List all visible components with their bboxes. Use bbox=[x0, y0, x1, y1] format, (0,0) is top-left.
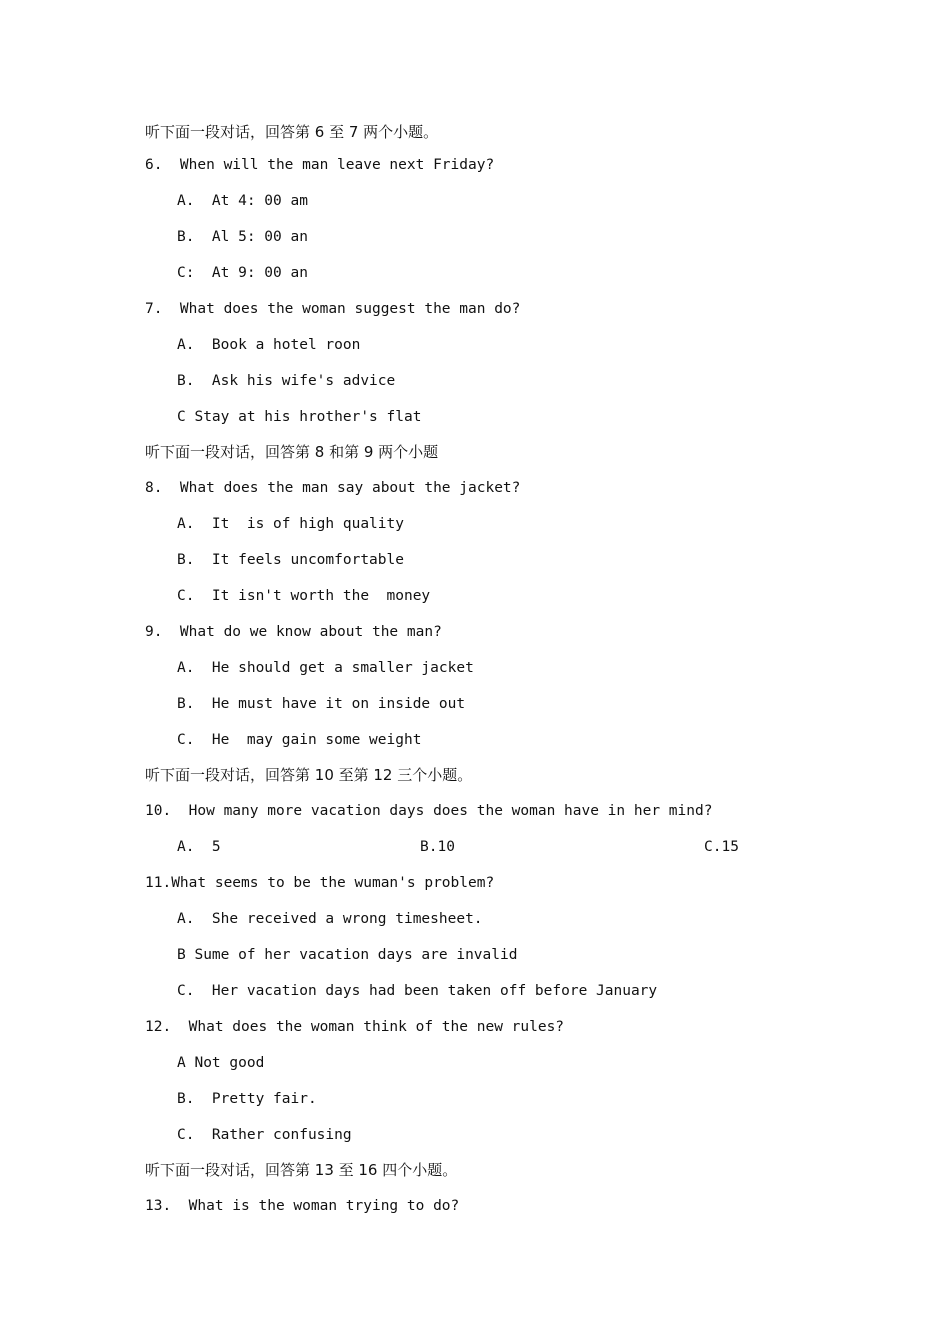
question-9-option-b: B. He must have it on inside out bbox=[177, 696, 466, 712]
question-8-option-b: B. It feels uncomfortable bbox=[177, 552, 404, 568]
question-13: 13. What is the woman trying to do? bbox=[145, 1198, 460, 1214]
section-instruction-13-16: 听下面一段对话，回答第 13 至 16 四个小题。 bbox=[145, 1161, 458, 1179]
question-12: 12. What does the woman think of the new rules? bbox=[145, 1019, 565, 1035]
question-10-option-c: C.15 bbox=[704, 839, 739, 855]
question-7-option-b: B. Ask his wife's advice bbox=[177, 373, 396, 389]
question-11: 11.What seems to be the wuman's problem? bbox=[145, 875, 495, 891]
question-9-option-a: A. He should get a smaller jacket bbox=[177, 660, 474, 676]
question-11-option-a: A. She received a wrong timesheet. bbox=[177, 911, 483, 927]
section-instruction-8-9: 听下面一段对话，回答第 8 和第 9 两个小题 bbox=[145, 443, 439, 461]
question-6-option-c: C: At 9: 00 an bbox=[177, 265, 308, 281]
question-6-option-a: A. At 4: 00 am bbox=[177, 193, 308, 209]
question-6: 6. When will the man leave next Friday? bbox=[145, 157, 495, 173]
question-10-options bbox=[0, 837, 950, 857]
question-12-option-a: A Not good bbox=[177, 1055, 265, 1071]
question-12-option-c: C. Rather confusing bbox=[177, 1127, 352, 1143]
question-8-option-a: A. It is of high quality bbox=[177, 516, 404, 532]
question-6-option-b: B. Al 5: 00 an bbox=[177, 229, 308, 245]
question-7: 7. What does the woman suggest the man do? bbox=[145, 301, 521, 317]
question-12-option-b: B. Pretty fair. bbox=[177, 1091, 317, 1107]
section-instruction-10-12: 听下面一段对话，回答第 10 至第 12 三个小题。 bbox=[145, 766, 473, 784]
question-7-option-c: C Stay at his hrother's flat bbox=[177, 409, 422, 425]
question-10-option-a: A. 5 bbox=[177, 839, 221, 855]
question-9-option-c: C. He may gain some weight bbox=[177, 732, 422, 748]
question-8: 8. What does the man say about the jacket? bbox=[145, 480, 521, 496]
question-7-option-a: A. Book a hotel roon bbox=[177, 337, 361, 353]
question-11-option-c: C. Her vacation days had been taken off before January bbox=[177, 983, 658, 999]
question-10-option-b: B.10 bbox=[420, 839, 455, 855]
question-8-option-c: C. It isn't worth the money bbox=[177, 588, 431, 604]
section-instruction-6-7: 听下面一段对话，回答第 6 至 7 两个小题。 bbox=[145, 123, 439, 141]
question-10: 10. How many more vacation days does the woman have in her mind? bbox=[145, 803, 713, 819]
question-9: 9. What do we know about the man? bbox=[145, 624, 442, 640]
question-11-option-b: B Sume of her vacation days are invalid bbox=[177, 947, 518, 963]
